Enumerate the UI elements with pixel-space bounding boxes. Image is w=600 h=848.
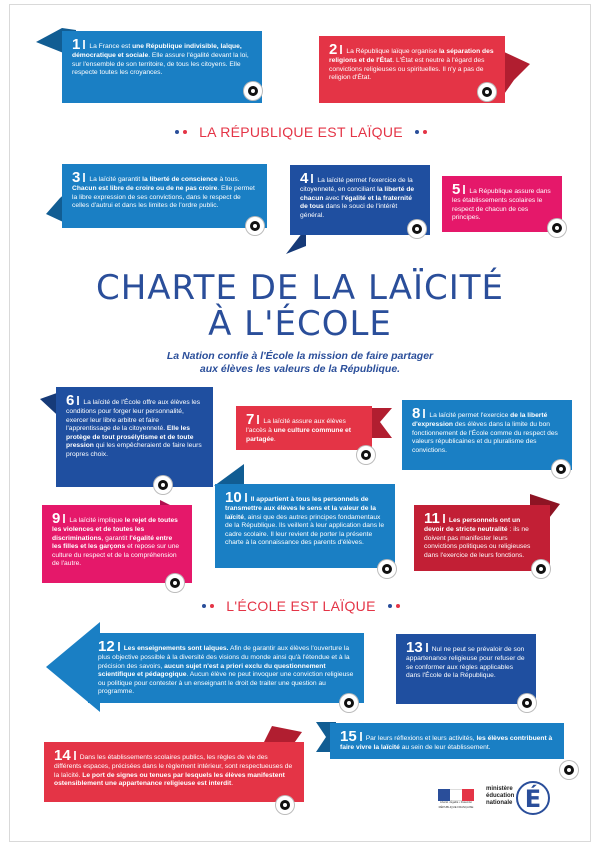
article-number: 12 — [98, 638, 115, 655]
bullet-icon — [560, 761, 578, 779]
dot-blue — [388, 604, 392, 608]
separator-bar — [245, 493, 247, 502]
bullet-icon — [154, 476, 172, 494]
separator-bar — [311, 174, 313, 183]
education-e-icon: É — [516, 781, 550, 815]
article-11: 11 Les personnels ont un devoir de stricte neutralité : ils ne doivent pas manifester leurs convictions politiques ou religieuses dans l'exercice de leurs fonctions. — [414, 505, 550, 571]
dot-blue — [415, 130, 419, 134]
page-subtitle: La Nation confie à l'École la mission de faire partager aux élèves les valeurs de la République. — [166, 350, 434, 375]
bullet-icon — [276, 796, 294, 814]
article-8: 8 La laïcité permet l'exercice de la liberté d'expression des élèves dans la limite du bon fonctionnement de l'École comme du respect des valeurs républicaines et du pluralisme des convictions. — [402, 400, 572, 470]
article-number: 13 — [406, 639, 423, 656]
separator-bar — [340, 45, 342, 54]
article-number: 3 — [72, 169, 81, 186]
bullet-icon — [166, 574, 184, 592]
article-2: 2 La République laïque organise la séparation des religions et de l'État. L'État est neutre à l'égard des convictions religieuses ou spirituelles. Il n'y a pas de religion d'État. — [319, 36, 505, 103]
bullet-icon — [244, 82, 262, 100]
republique-francaise-logo: Liberté • Égalité • Fraternité RÉPUBLIQUE FRANÇAISE — [434, 789, 478, 815]
bullet-icon — [548, 219, 566, 237]
article-7: 7 La laïcité assure aux élèves l'accès à une culture commune et partagée. — [236, 406, 372, 450]
article-number: 11 — [424, 510, 440, 527]
article-6: 6 La laïcité de l'École offre aux élèves les conditions pour forger leur personnalité, exercer leur libre arbitre et faire l'apprentissage de la citoyenneté. Elle les protège de tout prosélytisme et de toute pression qui les empêcheraient de faire leurs propres choix. — [56, 387, 213, 487]
article-number: 10 — [225, 489, 242, 506]
bullet-icon — [518, 694, 536, 712]
article-13: 13 Nul ne peut se prévaloir de son appartenance religieuse pour refuser de se conformer aux règles applicables dans l'École de la République. — [396, 634, 536, 704]
article-number: 15 — [340, 728, 357, 745]
dot-red — [423, 130, 427, 134]
article-10: 10 Il appartient à tous les personnels de transmettre aux élèves le sens et la valeur de la laïcité, ainsi que des autres principes fondamentaux de la République. Ils veillent à leur application dans le cadre scolaire. Il leur revient de porter la présente charte à la connaissance des parents d'élèves. — [215, 484, 395, 568]
article-number: 1 — [72, 36, 81, 53]
ribbon-fold — [214, 464, 244, 486]
article-number: 6 — [66, 392, 75, 409]
page-title: CHARTE DE LA LAÏCITÉ À L'ÉCOLE — [95, 268, 505, 344]
bullet-icon — [378, 560, 396, 578]
article-number: 2 — [329, 41, 338, 58]
separator-bar — [423, 409, 425, 418]
banner-ecole: L'ÉCOLE EST LAÏQUE — [176, 598, 426, 614]
article-1: 1 La France est une République indivisible, laïque, démocratique et sociale. Elle assure l'égalité devant la loi, sur l'ensemble de son territoire, de tous les citoyens. Elle respecte toutes les croyances. — [62, 31, 262, 103]
separator-bar — [360, 732, 362, 741]
dot-red — [396, 604, 400, 608]
bullet-icon — [340, 694, 358, 712]
article-15: 15 Par leurs réflexions et leurs activités, les élèves contribuent à faire vivre la laïcité au sein de leur établissement. — [330, 723, 564, 759]
separator-bar — [83, 173, 85, 182]
separator-bar — [463, 185, 465, 194]
separator-bar — [74, 751, 76, 760]
dot-red — [210, 604, 214, 608]
ministere-education-logo: ministère éducation nationale É — [486, 781, 556, 823]
article-14: 14 Dans les établissements scolaires publics, les règles de vie des différents espaces, précisées dans le règlement intérieur, sont respectueuses de la laïcité. Le port de signes ou tenues par lesquels les élèves manifestent ostensiblement une appartenance religieuse est interdit. — [44, 742, 304, 802]
article-12: 12 Les enseignements sont laïques. Afin de garantir aux élèves l'ouverture la plus objective possible à la diversité des visions du monde ainsi qu'à l'étendue et à la précision des savoirs, aucun sujet n'est a priori exclu du questionnement scientifique et pédagogique. Aucun élève ne peut invoquer une conviction religieuse ou politique pour contester à un enseignant le droit de traiter une question au programme. — [88, 633, 364, 703]
banner-republique: LA RÉPUBLIQUE EST LAÏQUE — [146, 124, 456, 140]
bullet-icon — [246, 217, 264, 235]
bullet-icon — [408, 220, 426, 238]
article-number: 9 — [52, 510, 61, 527]
separator-bar — [257, 415, 259, 424]
article-4: 4 La laïcité permet l'exercice de la citoyenneté, en conciliant la liberté de chacun avec l'égalité et la fraternité de tous dans le souci de l'intérêt général. — [290, 165, 430, 235]
article-number: 7 — [246, 411, 255, 428]
separator-bar — [118, 642, 120, 651]
article-9: 9 La laïcité implique le rejet de toutes les violences et de toutes les discriminations, garantit l'égalité entre les filles et les garçons et repose sur une culture du respect et de la compréhension de l'autre. — [42, 505, 192, 583]
flag-icon — [438, 789, 474, 801]
separator-bar — [77, 396, 79, 405]
separator-bar — [83, 40, 85, 49]
bullet-icon — [478, 83, 496, 101]
dot-blue — [175, 130, 179, 134]
article-5: 5 La République assure dans les établissements scolaires le respect de chacun de ces principes. — [442, 176, 562, 232]
article-number: 4 — [300, 170, 309, 187]
article-number: 5 — [452, 181, 461, 198]
article-3: 3 La laïcité garantit la liberté de conscience à tous. Chacun est libre de croire ou de ne pas croire. Elle permet la libre expression de ses convictions, dans le respect de celles d'autrui et dans les limites de l'ordre public. — [62, 164, 267, 228]
article-number: 14 — [54, 747, 71, 764]
dot-red — [183, 130, 187, 134]
separator-bar — [63, 514, 65, 523]
bullet-icon — [552, 460, 570, 478]
separator-bar — [426, 643, 428, 652]
separator-bar — [443, 514, 445, 523]
bullet-icon — [532, 560, 550, 578]
bullet-icon — [357, 446, 375, 464]
dot-blue — [202, 604, 206, 608]
article-number: 8 — [412, 405, 421, 422]
ribbon-fold — [370, 408, 392, 438]
